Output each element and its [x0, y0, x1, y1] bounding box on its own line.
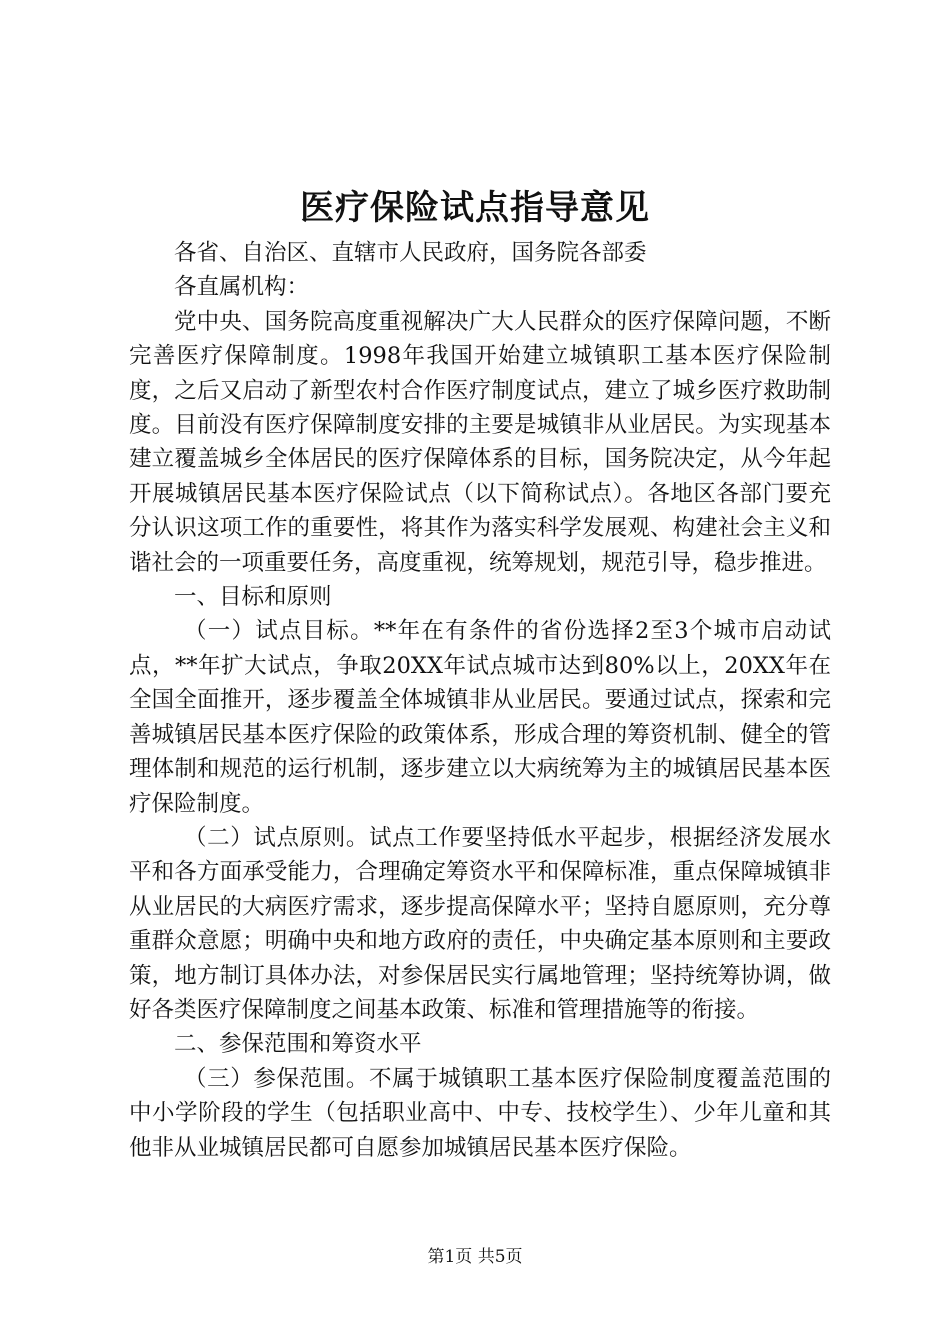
body-paragraph: （三）参保范围。不属于城镇职工基本医疗保险制度覆盖范围的中小学阶段的学生（包括职业高中、中专、技校学生）、少年儿童和其他非从业城镇居民都可自愿参加城镇居民基本医疗保险。 [129, 1065, 831, 1161]
body-paragraph: （一）试点目标。**年在有条件的省份选择2至3个城市启动试点，**年扩大试点，争取20XX年试点城市达到80%以上，20XX年在全国全面推开，逐步覆盖全体城镇非从业居民。要通过试点，探索和完善城镇居民基本医疗保险的政策体系，形成合理的筹资机制、健全的管理体制和规范的运行机制，逐步建立以大病统筹为主的城镇居民基本医疗保险制度。 [129, 618, 831, 817]
addressee-line: 各省、自治区、直辖市人民政府，国务院各部委 [174, 240, 647, 266]
document-title: 医疗保险试点指导意见 [300, 188, 650, 228]
addressee-line: 各直属机构： [174, 274, 310, 301]
body-paragraph: 党中央、国务院高度重视解决广大人民群众的医疗保障问题，不断完善医疗保障制度。1998年我国开始建立城镇职工基本医疗保险制度，之后又启动了新型农村合作医疗制度试点，建立了城乡医疗救助制度。目前没有医疗保障制度安排的主要是城镇非从业居民。为实现基本建立覆盖城乡全体居民的医疗保障体系的目标，国务院决定，从今年起开展城镇居民基本医疗保险试点（以下简称试点）。各地区各部门要充分认识这项工作的重要性，将其作为落实科学发展观、构建社会主义和谐社会的一项重要任务，高度重视，统筹规划，规范引导，稳步推进。 [129, 308, 831, 576]
body-paragraph: （二）试点原则。试点工作要坚持低水平起步，根据经济发展水平和各方面承受能力，合理确定筹资水平和保障标准，重点保障城镇非从业居民的大病医疗需求，逐步提高保障水平；坚持自愿原则，充分尊重群众意愿；明确中央和地方政府的责任，中央确定基本原则和主要政策，地方制订具体办法，对参保居民实行属地管理；坚持统筹协调，做好各类医疗保障制度之间基本政策、标准和管理措施等的衔接。 [129, 824, 831, 1023]
section-heading: 二、参保范围和筹资水平 [174, 1031, 422, 1058]
section-heading: 一、目标和原则 [174, 584, 332, 611]
page-number-footer: 第1页 共5页 [427, 1247, 523, 1267]
document-body [129, 236, 831, 1165]
